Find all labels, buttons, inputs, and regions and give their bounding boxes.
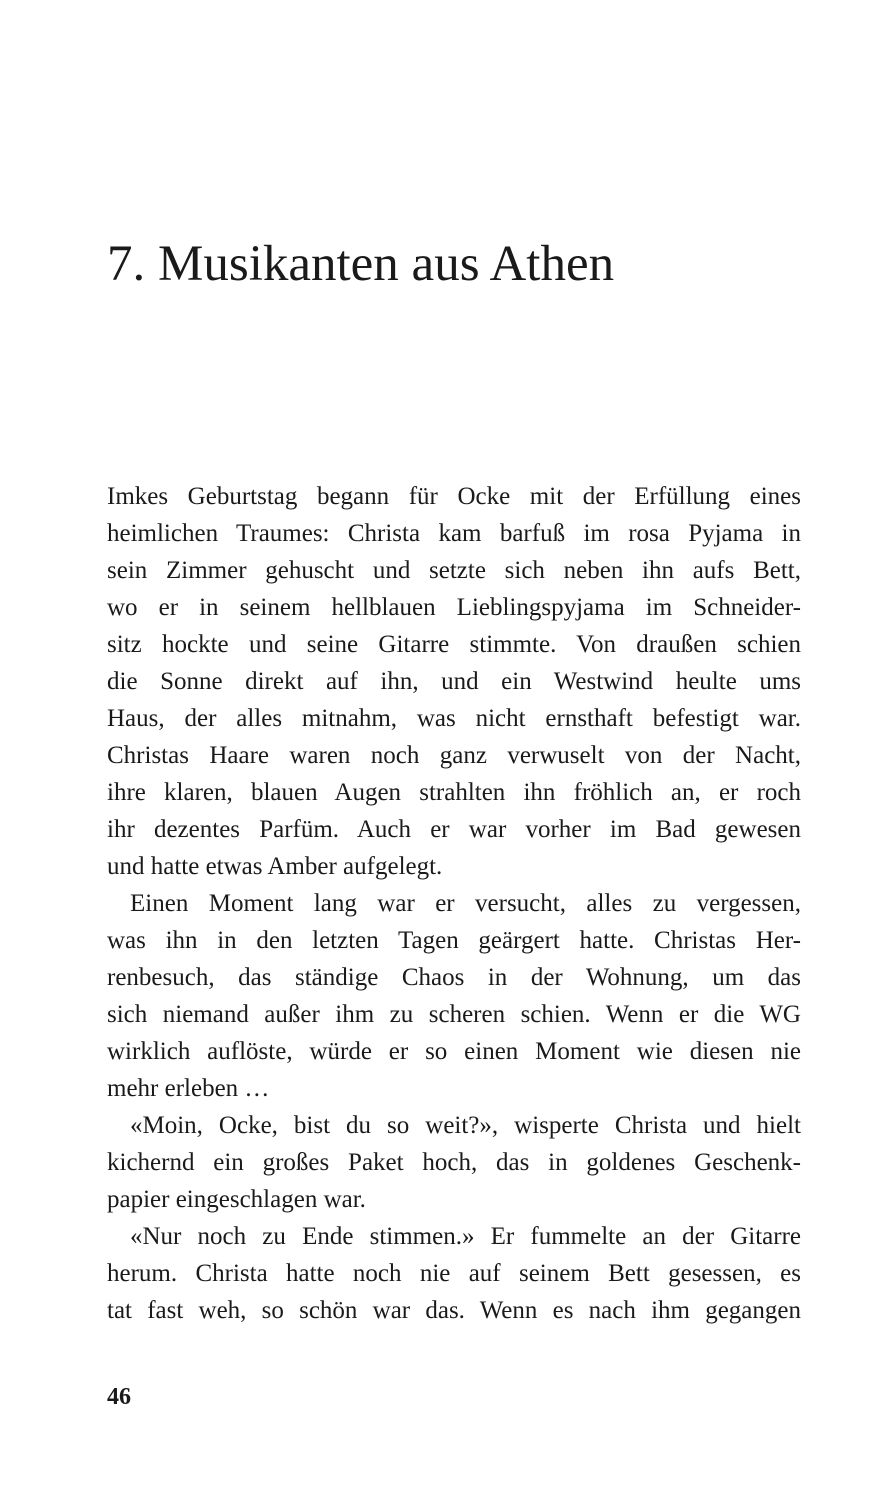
text-line: was ihn in den letzten Tagen geärgert hatte. Christas Her- — [107, 927, 801, 954]
text-line: Haus, der alles mitnahm, was nicht ernsthaft befestigt war. — [107, 705, 801, 732]
body-text — [107, 478, 801, 1329]
text-line: mehr erleben … — [107, 1075, 270, 1102]
text-line: und hatte etwas Amber aufgelegt. — [107, 853, 443, 880]
paragraph — [107, 1218, 801, 1329]
text-line: wo er in seinem hellblauen Lieblingspyjama im Schneider- — [107, 594, 801, 621]
page-number: 46 — [107, 1384, 131, 1410]
paragraph — [107, 1107, 801, 1218]
text-line: sein Zimmer gehuscht und setzte sich neben ihn aufs Bett, — [107, 557, 801, 584]
text-line: ihr dezentes Parfüm. Auch er war vorher im Bad gewesen — [107, 816, 801, 843]
text-line: Christas Haare waren noch ganz verwuselt von der Nacht, — [107, 742, 801, 769]
chapter-title: 7. Musikanten aus Athen — [107, 236, 615, 292]
paragraph — [107, 885, 801, 1107]
text-line: tat fast weh, so schön war das. Wenn es nach ihm gegangen — [107, 1297, 801, 1324]
text-line: renbesuch, das ständige Chaos in der Wohnung, um das — [107, 964, 801, 991]
text-line: die Sonne direkt auf ihn, und ein Westwind heulte ums — [107, 668, 801, 695]
text-line: sitz hockte und seine Gitarre stimmte. Von draußen schien — [107, 631, 801, 658]
text-line: Imkes Geburtstag begann für Ocke mit der Erfüllung eines — [107, 483, 801, 510]
text-line: Einen Moment lang war er versucht, alles zu vergessen, — [130, 890, 801, 917]
text-line: kichernd ein großes Paket hoch, das in goldenes Geschenk- — [107, 1149, 801, 1176]
text-line: herum. Christa hatte noch nie auf seinem Bett gesessen, es — [107, 1260, 801, 1287]
text-line: papier eingeschlagen war. — [107, 1186, 366, 1213]
text-line: «Moin, Ocke, bist du so weit?», wisperte Christa und hielt — [130, 1112, 801, 1139]
text-line: ihre klaren, blauen Augen strahlten ihn fröhlich an, er roch — [107, 779, 801, 806]
text-line: heimlichen Traumes: Christa kam barfuß im rosa Pyjama in — [107, 520, 801, 547]
text-line: «Nur noch zu Ende stimmen.» Er fummelte an der Gitarre — [130, 1223, 801, 1250]
text-line: wirklich auflöste, würde er so einen Moment wie diesen nie — [107, 1038, 801, 1065]
text-line: sich niemand außer ihm zu scheren schien. Wenn er die WG — [107, 1001, 801, 1028]
paragraph — [107, 478, 801, 885]
